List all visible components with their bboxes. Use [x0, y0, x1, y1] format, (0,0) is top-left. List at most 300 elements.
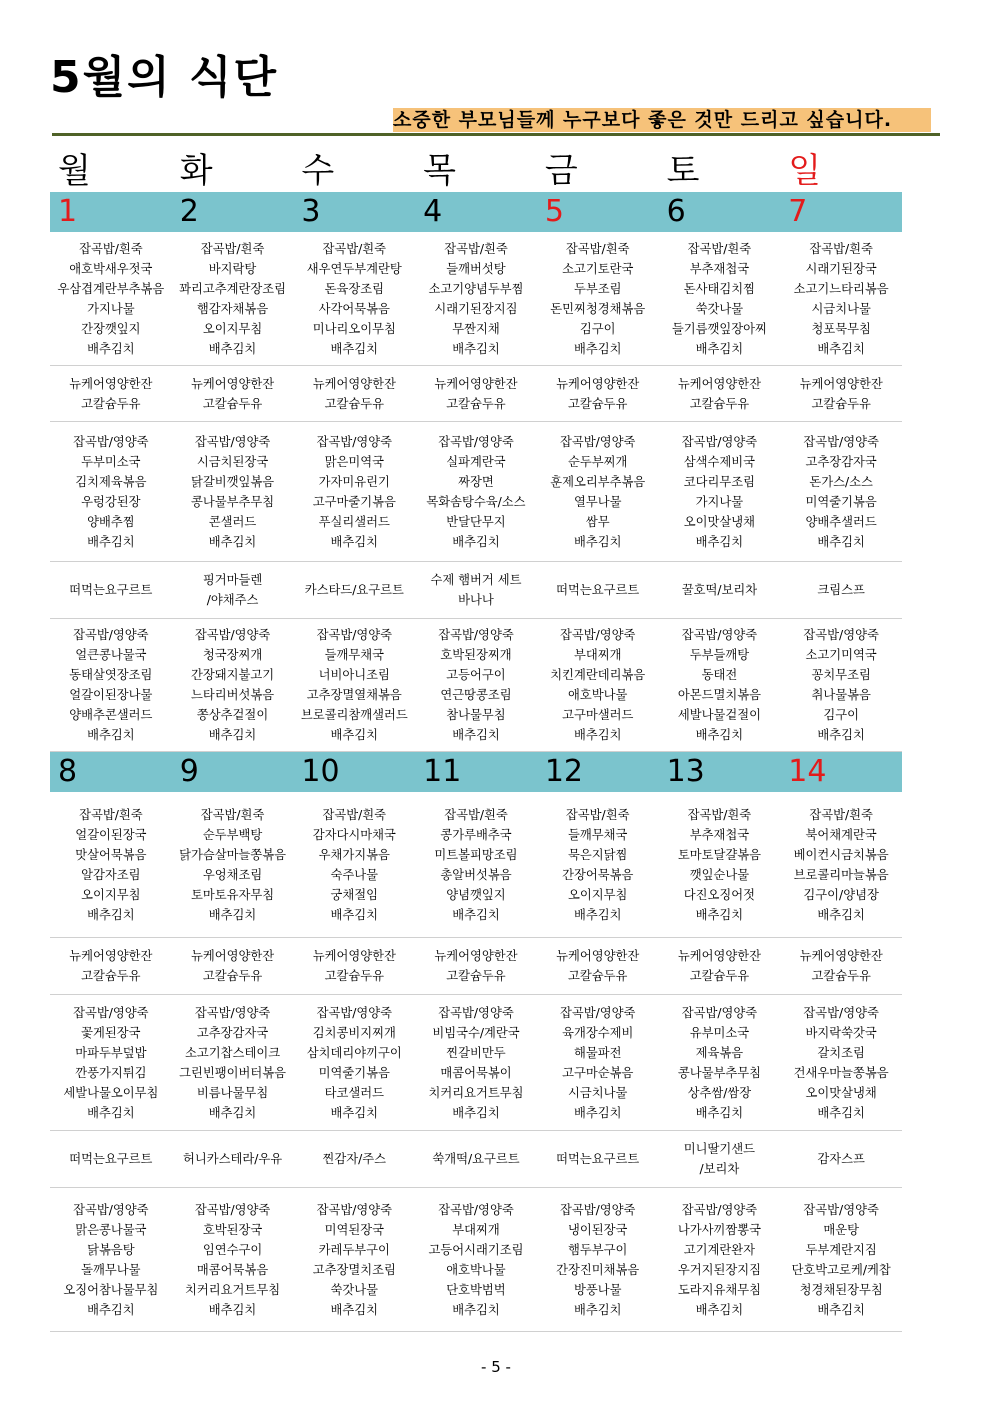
- menu-item: 떠먹는요구르트: [69, 1152, 153, 1166]
- menu-item: 미트볼피망조림: [434, 847, 518, 862]
- meal-cell: [659, 1131, 781, 1187]
- menu-item: 상추쌈/쌈장: [687, 1085, 752, 1100]
- menu-item: 숙주나물: [330, 867, 379, 882]
- menu-item: 방풍나물: [573, 1282, 622, 1297]
- menu-item: 배추김치: [87, 341, 135, 356]
- menu-item: 고기계란완자: [683, 1242, 756, 1257]
- page-title: 5월의 식단: [50, 52, 278, 103]
- menu-item: 고칼슘두유: [81, 396, 141, 411]
- menu-item: 김치제육볶음: [75, 474, 147, 489]
- menu-item: 잡곡밥/영양죽: [559, 1202, 636, 1217]
- menu-item: 김구이/양념장: [803, 887, 879, 902]
- meal-cell: [293, 1188, 415, 1331]
- meal-row-breakfast: [50, 792, 902, 938]
- menu-item: 배추김치: [208, 1302, 257, 1317]
- meal-cell: [50, 995, 172, 1130]
- meal-cell: [172, 232, 294, 365]
- menu-item: 고칼슘두유: [324, 396, 384, 411]
- weekday-tue: 화: [179, 151, 213, 191]
- menu-item: 돈사태김치찜: [683, 281, 756, 296]
- menu-item: 잡곡밥/영양죽: [73, 434, 149, 449]
- meal-cell: [537, 422, 659, 561]
- menu-item: 순두부백탕: [202, 827, 263, 842]
- menu-item: 애호박나물: [446, 1262, 506, 1277]
- menu-item: 두부들깨탕: [689, 648, 750, 662]
- menu-item: 고칼슘두유: [811, 396, 871, 411]
- meal-cell: [780, 1131, 902, 1187]
- menu-item: 잡곡밥/영양죽: [681, 1005, 758, 1020]
- page-number: - 5 -: [481, 1358, 511, 1376]
- menu-item: 햄감자채볶음: [196, 301, 269, 316]
- menu-item: 감자다시마채국: [312, 827, 396, 842]
- menu-item: 토마토유자무침: [190, 887, 275, 902]
- menu-item: 돈육장조림: [324, 281, 384, 296]
- meal-row-afternoon-snack: [50, 562, 902, 619]
- menu-item: 뉴케어영양한잔: [799, 949, 883, 963]
- menu-item: 김치콩비지찌개: [312, 1025, 396, 1040]
- menu-item: 배추김치: [330, 1302, 379, 1317]
- meal-cell: [780, 562, 902, 618]
- meal-cell: [415, 995, 537, 1130]
- menu-item: 콩나물부추무침: [677, 1065, 761, 1080]
- meal-cell: [415, 619, 537, 751]
- menu-item: 푸실리샐러드: [318, 514, 390, 529]
- menu-item: 배추김치: [695, 534, 744, 549]
- menu-item: 순두부찌개: [568, 454, 628, 469]
- menu-item: 고칼슘두유: [689, 396, 750, 411]
- meal-cell: [659, 792, 781, 937]
- menu-item: 배추김치: [87, 728, 135, 742]
- menu-item: 부대찌개: [452, 1222, 500, 1237]
- menu-item: 잡곡밥/흰죽: [200, 241, 265, 256]
- menu-item: 잡곡밥/영양죽: [803, 1202, 879, 1217]
- menu-item: 잡곡밥/영양죽: [559, 1005, 636, 1020]
- menu-item: 깐풍가지튀김: [75, 1065, 147, 1080]
- menu-item: 오징어참나물무침: [63, 1282, 159, 1297]
- menu-item: 잡곡밥/영양죽: [73, 628, 149, 642]
- menu-item: 우삼겹계란부추볶음: [57, 281, 165, 296]
- menu-item: 간장깻잎지: [81, 321, 141, 336]
- menu-item: 고구마순볶음: [562, 1065, 634, 1080]
- meal-cell: [659, 422, 781, 561]
- menu-item: 양념깻잎지: [446, 887, 506, 902]
- meal-cell: [659, 1188, 781, 1331]
- meal-cell: [537, 619, 659, 751]
- menu-item: 참나물무침: [446, 708, 506, 722]
- menu-item: 잡곡밥/영양죽: [316, 1005, 392, 1020]
- menu-item: 닭갈비깻잎볶음: [190, 474, 275, 489]
- date-number: 9: [179, 754, 199, 789]
- menu-item: 두부조림: [573, 281, 622, 296]
- meal-cell: [172, 562, 294, 618]
- menu-item: 단호박고로케/케찹: [791, 1262, 891, 1277]
- meal-cell: [659, 232, 781, 365]
- meal-row-breakfast: [50, 232, 902, 366]
- menu-item: 호박된장국: [202, 1222, 263, 1237]
- menu-item: 잡곡밥/흰죽: [322, 241, 387, 256]
- meal-row-dinner: [50, 619, 902, 752]
- menu-item: 소고기미역국: [805, 648, 877, 662]
- weekday-mon: 월: [58, 151, 91, 191]
- menu-item: 오이지무침: [81, 887, 141, 902]
- menu-item: 꽈리고추계란장조림: [179, 281, 287, 296]
- menu-item: 배추김치: [208, 728, 257, 742]
- menu-item: 뉴케어영양한잔: [190, 376, 275, 391]
- menu-item: 닭가슴살마늘쫑볶음: [179, 847, 287, 862]
- menu-item: 애호박나물: [568, 688, 628, 702]
- menu-item: 느타리버섯볶음: [190, 688, 275, 702]
- menu-item: 돈가스/소스: [809, 474, 873, 489]
- menu-item: 배추김치: [695, 907, 744, 922]
- menu-item: 나가사끼짬뽕국: [677, 1222, 761, 1237]
- menu-item: 배추김치: [452, 341, 500, 356]
- menu-item: 연근땅콩조림: [440, 688, 512, 702]
- menu-item: 감자스프: [817, 1152, 865, 1166]
- menu-item: 배추김치: [817, 534, 865, 549]
- menu-item: 미역줄기볶음: [318, 1065, 390, 1080]
- menu-item: 부대찌개: [573, 648, 622, 662]
- menu-item: 우렁강된장: [81, 494, 141, 509]
- menu-item: 고등어시래기조림: [428, 1242, 524, 1257]
- menu-item: 고칼슘두유: [689, 969, 750, 983]
- menu-item: 콩나물부추무침: [190, 494, 275, 509]
- meal-cell: [780, 792, 902, 937]
- menu-item: 너비아니조림: [318, 668, 390, 682]
- date-number: 3: [301, 194, 321, 229]
- menu-item: 마파두부덮밥: [75, 1045, 147, 1060]
- date-number: 2: [179, 194, 199, 229]
- menu-item: 얼갈이된장나물: [69, 688, 153, 702]
- menu-item: 꽃게된장국: [81, 1025, 141, 1040]
- menu-item: 북어채계란국: [805, 827, 877, 842]
- menu-item: 잡곡밥/영양죽: [194, 1202, 271, 1217]
- meal-cell: [415, 562, 537, 618]
- meal-cell: [172, 366, 294, 421]
- meal-row-afternoon-snack: [50, 1131, 902, 1188]
- meal-cell: [293, 1131, 415, 1187]
- meal-cell: [293, 232, 415, 365]
- menu-item: 잡곡밥/영양죽: [681, 628, 758, 642]
- menu-item: 잡곡밥/흰죽: [444, 241, 508, 256]
- menu-item: 고등어구이: [446, 668, 506, 682]
- menu-item: 쑥개떡/요구르트: [432, 1152, 520, 1166]
- menu-item: 훈제오리부추볶음: [550, 474, 646, 489]
- meal-cell: [780, 938, 902, 994]
- menu-item: 뉴케어영양한잔: [190, 949, 275, 963]
- menu-item: 고구마샐러드: [562, 708, 634, 722]
- meal-cell: [50, 366, 172, 421]
- menu-item: 고추장감자국: [805, 454, 877, 469]
- meal-cell: [780, 619, 902, 751]
- menu-item: 브로콜리참깨샐러드: [300, 708, 408, 722]
- menu-item: 깻잎순나물: [689, 867, 750, 882]
- meal-cell: [172, 619, 294, 751]
- menu-item: 배추김치: [87, 907, 135, 922]
- date-number: 5: [544, 194, 564, 229]
- menu-item: 잡곡밥/영양죽: [316, 628, 392, 642]
- menu-item: 그린빈팽이버터볶음: [179, 1065, 287, 1080]
- meal-cell: [415, 1131, 537, 1187]
- menu-item: 오이지무침: [202, 321, 263, 336]
- menu-item: 소고기양념두부찜: [428, 281, 524, 296]
- meal-cell: [537, 938, 659, 994]
- menu-item: 배추김치: [573, 341, 622, 356]
- menu-item: 가자미유린기: [318, 474, 390, 489]
- menu-item: 잡곡밥/영양죽: [194, 628, 271, 642]
- menu-item: 취나물볶음: [811, 688, 871, 702]
- menu-item: 배추김치: [330, 907, 379, 922]
- meal-cell: [415, 1188, 537, 1331]
- menu-item: 삼치데리야끼구이: [306, 1045, 402, 1060]
- menu-item: 배추김치: [208, 1105, 257, 1120]
- meal-cell: [293, 422, 415, 561]
- menu-item: 수제 햄버거 세트: [430, 573, 522, 587]
- menu-item: 묵은지닭찜: [568, 847, 628, 862]
- menu-item: 얼큰콩나물국: [75, 648, 147, 662]
- meal-cell: [780, 1188, 902, 1331]
- menu-item: 고칼슘두유: [324, 969, 384, 983]
- menu-item: 잡곡밥/영양죽: [681, 434, 758, 449]
- meal-cell: [293, 938, 415, 994]
- menu-item: 간장어묵볶음: [562, 867, 634, 882]
- menu-item: 배추김치: [330, 534, 379, 549]
- meal-row-dinner: [50, 1188, 902, 1332]
- menu-item: 사각어묵볶음: [318, 301, 390, 316]
- meal-cell: [293, 792, 415, 937]
- menu-item: 떠먹는요구르트: [556, 583, 640, 597]
- menu-item: 뉴케어영양한잔: [677, 376, 761, 391]
- menu-item: 배추김치: [208, 907, 257, 922]
- menu-item: 돈민찌청경채볶음: [550, 301, 646, 316]
- menu-item: 배추김치: [452, 1105, 500, 1120]
- menu-item: 청경채된장무침: [799, 1282, 883, 1297]
- menu-item: 배추김치: [695, 1302, 744, 1317]
- menu-item: 배추김치: [330, 1105, 379, 1120]
- menu-item: 실파계란국: [446, 454, 506, 469]
- menu-item: 배추김치: [695, 1105, 744, 1120]
- menu-item: 브로콜리마늘볶음: [793, 867, 889, 882]
- meal-cell: [780, 232, 902, 365]
- menu-item: 잡곡밥/영양죽: [316, 434, 392, 449]
- menu-item: 찐갈비만두: [446, 1045, 506, 1060]
- menu-item: 잡곡밥/흰죽: [565, 807, 630, 822]
- menu-item: 잡곡밥/영양죽: [803, 434, 879, 449]
- menu-item: 육개장수제비: [562, 1025, 634, 1040]
- title-underline: [52, 133, 940, 136]
- date-number: 8: [58, 754, 78, 789]
- menu-item: 미니딸기샌드: [683, 1142, 756, 1156]
- menu-item: 잡곡밥/영양죽: [194, 1005, 271, 1020]
- menu-item: 도라지유채무침: [677, 1282, 761, 1297]
- meal-cell: [780, 366, 902, 421]
- date-number: 7: [788, 194, 808, 229]
- menu-item: 잡곡밥/흰죽: [79, 807, 143, 822]
- menu-item: 바지락탕: [208, 261, 257, 276]
- menu-item: 소고기느타리볶음: [793, 281, 889, 296]
- date-number: 11: [423, 754, 462, 789]
- date-bar: [50, 192, 902, 232]
- menu-item: 잡곡밥/흰죽: [809, 807, 873, 822]
- meal-cell: [415, 938, 537, 994]
- menu-item: /보리차: [699, 1162, 740, 1176]
- menu-item: 배추김치: [330, 728, 379, 742]
- meal-cell: [415, 232, 537, 365]
- menu-item: 크림스프: [817, 583, 865, 597]
- menu-item: 배추김치: [695, 341, 744, 356]
- menu-item: 잡곡밥/흰죽: [687, 241, 752, 256]
- meal-cell: [293, 562, 415, 618]
- menu-item: 바지락쑥갓국: [805, 1025, 877, 1040]
- menu-item: 바나나: [458, 593, 494, 607]
- menu-item: 떠먹는요구르트: [556, 1152, 640, 1166]
- date-number: 13: [666, 754, 705, 789]
- menu-item: 꽁치무조림: [811, 668, 871, 682]
- menu-item: 쫑상추겉절이: [196, 708, 269, 722]
- menu-item: 잡곡밥/영양죽: [803, 1005, 879, 1020]
- menu-item: 배추김치: [817, 907, 865, 922]
- menu-item: 고추장멸치조림: [312, 1262, 396, 1277]
- menu-item: 목화솜탕수육/소스: [426, 494, 526, 509]
- menu-item: 고칼슘두유: [446, 396, 506, 411]
- meal-cell: [415, 422, 537, 561]
- menu-item: 토마토달걀볶음: [677, 847, 761, 862]
- menu-item: 임연수구이: [202, 1242, 263, 1257]
- menu-item: 냉이된장국: [568, 1222, 628, 1237]
- menu-item: 단호박범벅: [446, 1282, 506, 1297]
- menu-item: 우채가지볶음: [318, 847, 390, 862]
- weekday-sun: 일: [788, 151, 822, 191]
- menu-item: 부추재첩국: [689, 261, 750, 276]
- date-number: 12: [544, 754, 584, 789]
- menu-item: 해물파전: [573, 1045, 622, 1060]
- date-number: 14: [788, 754, 827, 789]
- menu-item: 잡곡밥/흰죽: [79, 241, 143, 256]
- subtitle-banner: 소중한 부모님들께 누구보다 좋은 것만 드리고 싶습니다.: [393, 108, 931, 132]
- menu-item: 배추김치: [452, 534, 500, 549]
- menu-item: 고칼슘두유: [568, 969, 628, 983]
- meal-cell: [537, 366, 659, 421]
- meal-cell: [537, 232, 659, 365]
- meal-cell: [50, 938, 172, 994]
- menu-item: 삼색수제비국: [683, 454, 756, 469]
- date-number: 6: [666, 194, 686, 229]
- menu-item: 동태살엿장조림: [69, 668, 153, 682]
- menu-item: 고칼슘두유: [202, 396, 263, 411]
- menu-item: 애호박새우젓국: [69, 261, 153, 276]
- menu-item: 배추김치: [573, 907, 622, 922]
- menu-item: 뉴케어영양한잔: [434, 376, 518, 391]
- menu-item: 시금치된장국: [196, 454, 269, 469]
- menu-item: 잡곡밥/영양죽: [438, 1005, 514, 1020]
- menu-item: 쑥갓나물: [695, 301, 744, 316]
- menu-item: 치킨계란데리볶음: [550, 668, 646, 682]
- meal-cell: [50, 619, 172, 751]
- meal-cell: [172, 422, 294, 561]
- meal-cell: [50, 562, 172, 618]
- menu-item: 잡곡밥/영양죽: [438, 434, 514, 449]
- meal-cell: [659, 995, 781, 1130]
- menu-item: 두부계란지짐: [805, 1242, 877, 1257]
- meal-cell: [172, 995, 294, 1130]
- menu-item: 잡곡밥/영양죽: [73, 1202, 149, 1217]
- menu-item: 맑은콩나물국: [75, 1222, 147, 1237]
- menu-item: 뉴케어영양한잔: [799, 376, 883, 391]
- menu-item: 잡곡밥/영양죽: [194, 434, 271, 449]
- menu-item: 콘샐러드: [208, 514, 257, 529]
- menu-item: 고칼슘두유: [446, 969, 506, 983]
- meal-cell: [659, 562, 781, 618]
- meal-cell: [172, 938, 294, 994]
- menu-item: 김구이: [823, 708, 859, 722]
- menu-item: 뉴케어영양한잔: [434, 949, 518, 963]
- meal-cell: [293, 995, 415, 1130]
- menu-item: 미나리오이무침: [312, 321, 396, 336]
- menu-item: 매콤어묵볶이: [440, 1065, 512, 1080]
- menu-item: 잡곡밥/영양죽: [438, 628, 514, 642]
- meal-cell: [50, 792, 172, 937]
- meal-cell: [537, 1188, 659, 1331]
- meal-row-morning-snack: [50, 938, 902, 995]
- menu-item: 들깨버섯탕: [446, 261, 506, 276]
- menu-item: 치커리요거트무침: [428, 1085, 524, 1100]
- date-bar: [50, 752, 902, 792]
- menu-item: 부추재첩국: [689, 827, 750, 842]
- menu-item: 잡곡밥/흰죽: [322, 807, 387, 822]
- menu-item: 시래기된장지짐: [434, 301, 518, 316]
- menu-item: 유부미소국: [689, 1025, 750, 1040]
- menu-item: 소고기토란국: [562, 261, 634, 276]
- menu-item: 카레두부구이: [318, 1242, 390, 1257]
- meal-cell: [50, 232, 172, 365]
- menu-item: 배추김치: [452, 907, 500, 922]
- menu-item: 잡곡밥/영양죽: [73, 1005, 149, 1020]
- meal-cell: [537, 1131, 659, 1187]
- menu-item: 쌈무: [585, 514, 610, 529]
- menu-item: 치커리요거트무침: [185, 1282, 281, 1297]
- menu-item: 오이맛살냉채: [805, 1085, 877, 1100]
- menu-item: /야채주스: [206, 593, 259, 607]
- menu-item: 배추김치: [208, 341, 257, 356]
- menu-item: 잡곡밥/흰죽: [565, 241, 630, 256]
- menu-item: 뉴케어영양한잔: [556, 949, 640, 963]
- menu-item: 잡곡밥/영양죽: [681, 1202, 758, 1217]
- menu-item: 쑥갓나물: [330, 1282, 379, 1297]
- menu-item: 매운탕: [823, 1222, 859, 1237]
- menu-item: 건새우마늘쫑볶음: [793, 1065, 889, 1080]
- menu-item: 배추김치: [817, 1105, 865, 1120]
- menu-item: 무짠지채: [452, 321, 500, 336]
- date-number: 1: [58, 194, 78, 229]
- menu-item: 잡곡밥/영양죽: [803, 628, 879, 642]
- menu-item: 뉴케어영양한잔: [677, 949, 761, 963]
- menu-item: 배추김치: [452, 1302, 500, 1317]
- meal-cell: [172, 1131, 294, 1187]
- menu-item: 잡곡밥/흰죽: [444, 807, 508, 822]
- menu-item: 아몬드멸치볶음: [677, 688, 761, 702]
- menu-item: 열무나물: [573, 494, 622, 509]
- menu-item: 배추김치: [208, 534, 257, 549]
- menu-item: 떠먹는요구르트: [69, 583, 153, 597]
- menu-item: 돌깨무나물: [81, 1262, 141, 1277]
- meal-cell: [537, 792, 659, 937]
- menu-item: 잡곡밥/영양죽: [559, 434, 636, 449]
- menu-item: 허니카스테라/우유: [182, 1152, 283, 1166]
- date-number: 10: [301, 754, 340, 789]
- menu-item: 고추장멸열채볶음: [306, 688, 402, 702]
- menu-item: 비름나물무침: [196, 1085, 269, 1100]
- menu-item: 청국장찌개: [202, 648, 263, 662]
- menu-item: 잡곡밥/흰죽: [809, 241, 873, 256]
